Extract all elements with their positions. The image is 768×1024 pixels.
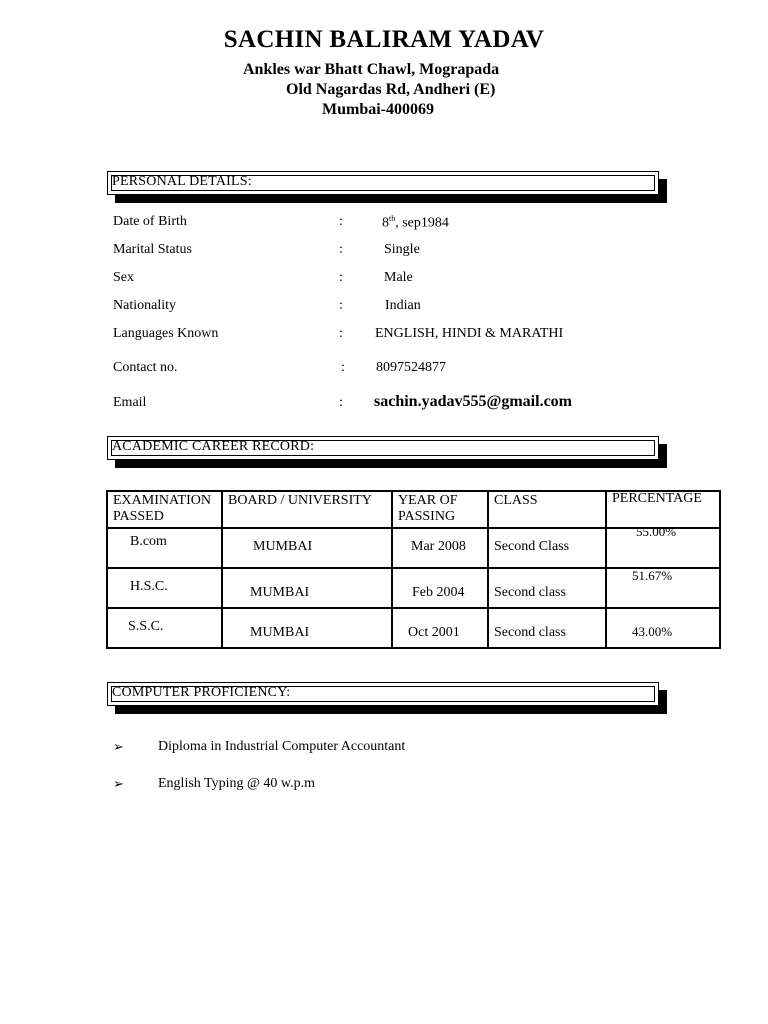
languages-label: Languages Known (113, 326, 219, 341)
arrow-bullet-icon: ➢ (113, 777, 124, 792)
class-cell: Second Class (494, 539, 570, 554)
nationality-separator: : (339, 298, 343, 313)
exam-cell: S.S.C. (128, 619, 164, 634)
section-title-personal: PERSONAL DETAILS: (112, 174, 252, 189)
dob-separator: : (339, 214, 343, 229)
email-value: sachin.yadav555@gmail.com (374, 393, 572, 410)
address-line-1: Ankles war Bhatt Chawl, Mograpada (243, 61, 500, 78)
percentage-cell: 43.00% (632, 624, 673, 639)
class-cell: Second class (494, 585, 566, 600)
table-row (107, 608, 720, 648)
contact-label: Contact no. (113, 360, 178, 375)
percentage-cell: 51.67% (632, 568, 673, 583)
dob-value: 8th, sep1984 (382, 214, 449, 231)
contact-separator: : (341, 360, 345, 375)
marital-value: Single (384, 242, 420, 257)
section-academic-career (107, 436, 659, 460)
address-line-2: Old Nagardas Rd, Andheri (E) (286, 81, 496, 98)
year-cell: Feb 2004 (412, 585, 465, 600)
header-class: CLASS (488, 491, 606, 528)
arrow-bullet-icon: ➢ (113, 740, 124, 755)
section-personal-details (107, 171, 659, 195)
academic-table (106, 490, 721, 649)
email-label: Email (113, 395, 147, 410)
candidate-name: SACHIN BALIRAM YADAV (223, 26, 545, 53)
address-line-3: Mumbai-400069 (322, 101, 434, 118)
dob-label: Date of Birth (113, 214, 187, 229)
board-cell: MUMBAI (253, 539, 313, 554)
table-row (107, 528, 720, 568)
marital-label: Marital Status (113, 242, 192, 257)
exam-cell: B.com (130, 534, 167, 549)
sex-separator: : (339, 270, 343, 285)
class-cell: Second class (494, 625, 566, 640)
exam-cell: H.S.C. (130, 579, 168, 594)
header-board: BOARD / UNIVERSITY (222, 491, 392, 528)
contact-value: 8097524877 (376, 360, 446, 375)
proficiency-item: Diploma in Industrial Computer Accountant (158, 739, 406, 754)
board-cell: MUMBAI (250, 585, 310, 600)
marital-separator: : (339, 242, 343, 257)
year-cell: Oct 2001 (408, 625, 460, 640)
board-cell: MUMBAI (250, 625, 310, 640)
section-computer-proficiency (107, 682, 659, 706)
languages-separator: : (339, 326, 343, 341)
section-title-computer: COMPUTER PROFICIENCY: (112, 685, 291, 700)
table-row (107, 568, 720, 608)
nationality-label: Nationality (113, 298, 176, 313)
year-cell: Mar 2008 (411, 539, 466, 554)
nationality-value: Indian (385, 298, 421, 313)
sex-value: Male (384, 270, 413, 285)
header-year: YEAR OF PASSING (392, 491, 488, 528)
section-title-academic: ACADEMIC CAREER RECORD: (112, 439, 315, 454)
header-examination: EXAMINATION PASSED (107, 491, 222, 528)
languages-value: ENGLISH, HINDI & MARATHI (375, 326, 564, 341)
sex-label: Sex (113, 270, 134, 285)
email-separator: : (339, 395, 343, 410)
percentage-cell: 55.00% (636, 524, 677, 539)
header-percentage: PERCENTAGE (606, 491, 720, 528)
table-header-row (107, 491, 720, 528)
proficiency-item: English Typing @ 40 w.p.m (158, 776, 315, 791)
